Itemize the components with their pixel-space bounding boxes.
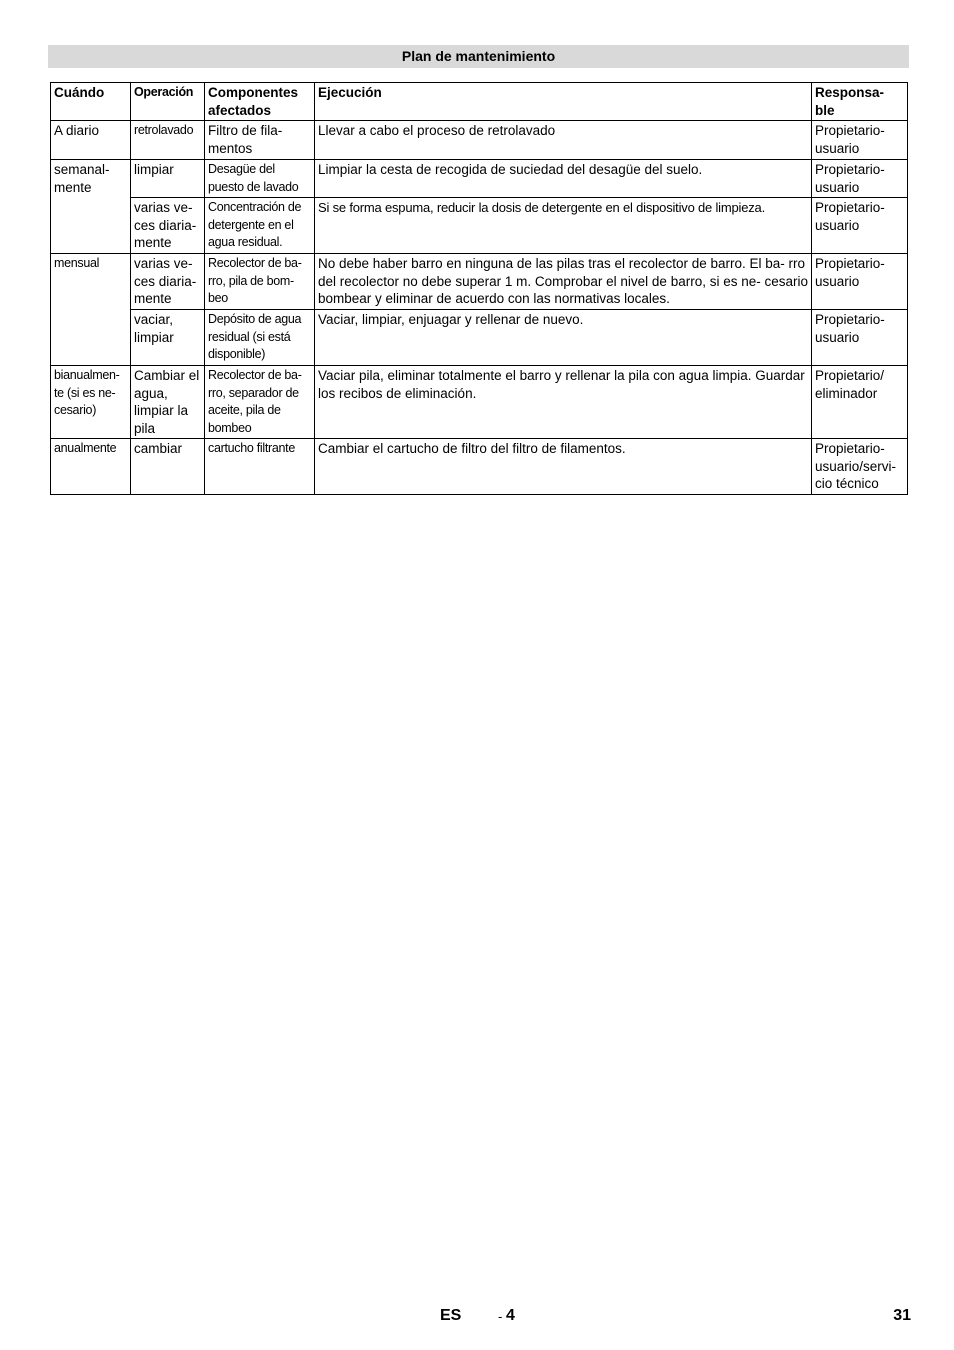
- cell-componentes: Depósito de agua residual (si está disponible): [205, 310, 315, 366]
- cell-responsable: Propietario- usuario: [812, 254, 908, 310]
- cell-operacion: limpiar: [131, 160, 205, 198]
- cell-responsable: Propietario- usuario: [812, 310, 908, 366]
- cell-operacion: Cambiar el agua, limpiar la pila: [131, 366, 205, 439]
- cell-cuando: anualmente: [51, 439, 131, 495]
- maintenance-table: [50, 82, 908, 495]
- cell-operacion: varias ve- ces diaria- mente: [131, 254, 205, 310]
- cell-operacion: cambiar: [131, 439, 205, 495]
- cell-cuando: mensual: [51, 254, 131, 366]
- cell-responsable: Propietario- usuario: [812, 121, 908, 160]
- cell-componentes: cartucho filtrante: [205, 439, 315, 495]
- cell-ejecucion: No debe haber barro en ninguna de las pilas tras el recolector de barro. El ba- rro del recolector no debe superar 1 m. Comprobar el nivel de barro, si es ne- cesario bombear y eliminar de acuerdo con las normativas locales.: [315, 254, 812, 310]
- header-cuando: Cuándo: [51, 83, 131, 121]
- cell-componentes: Recolector de ba- rro, pila de bom- beo: [205, 254, 315, 310]
- page-number: 31: [893, 1307, 911, 1324]
- table-row: [51, 198, 908, 254]
- cell-cuando: semanal- mente: [51, 160, 131, 254]
- cell-ejecucion: Llevar a cabo el proceso de retrolavado: [315, 121, 812, 160]
- footer-separator: -: [498, 1309, 503, 1324]
- cell-componentes: Concentración de detergente en el agua residual.: [205, 198, 315, 254]
- cell-responsable: Propietario/ eliminador: [812, 366, 908, 439]
- cell-operacion: retrolavado: [131, 121, 205, 160]
- cell-ejecucion: Cambiar el cartucho de filtro del filtro de filamentos.: [315, 439, 812, 495]
- cell-responsable: Propietario- usuario: [812, 160, 908, 198]
- table-row: [51, 254, 908, 310]
- footer-language: ES: [440, 1307, 462, 1324]
- header-componentes: Componentes afectados: [205, 83, 315, 121]
- table-row: [51, 439, 908, 495]
- cell-ejecucion: Limpiar la cesta de recogida de suciedad del desagüe del suelo.: [315, 160, 812, 198]
- cell-ejecucion: Vaciar, limpiar, enjuagar y rellenar de nuevo.: [315, 310, 812, 366]
- cell-operacion: varias ve- ces diaria- mente: [131, 198, 205, 254]
- cell-responsable: Propietario- usuario: [812, 198, 908, 254]
- cell-cuando: bianualmen- te (si es ne- cesario): [51, 366, 131, 439]
- footer-section-number: 4: [506, 1307, 515, 1324]
- cell-cuando: A diario: [51, 121, 131, 160]
- table-row: [51, 121, 908, 160]
- table-header-row: [51, 83, 908, 121]
- cell-operacion: vaciar, limpiar: [131, 310, 205, 366]
- cell-ejecucion: Si se forma espuma, reducir la dosis de detergente en el dispositivo de limpieza.: [315, 198, 812, 254]
- table-row: [51, 160, 908, 198]
- cell-componentes: Recolector de ba- rro, separador de aceite, pila de bombeo: [205, 366, 315, 439]
- table-row: [51, 366, 908, 439]
- header-operacion: Operación: [131, 83, 205, 121]
- header-ejecucion: Ejecución: [315, 83, 812, 121]
- header-responsable: Responsa- ble: [812, 83, 908, 121]
- cell-ejecucion: Vaciar pila, eliminar totalmente el barro y rellenar la pila con agua limpia. Guardar los recibos de eliminación.: [315, 366, 812, 439]
- cell-componentes: Desagüe del puesto de lavado: [205, 160, 315, 198]
- section-title: Plan de mantenimiento: [48, 45, 909, 68]
- cell-responsable: Propietario- usuario/servi- cio técnico: [812, 439, 908, 495]
- cell-componentes: Filtro de fila- mentos: [205, 121, 315, 160]
- table-row: [51, 310, 908, 366]
